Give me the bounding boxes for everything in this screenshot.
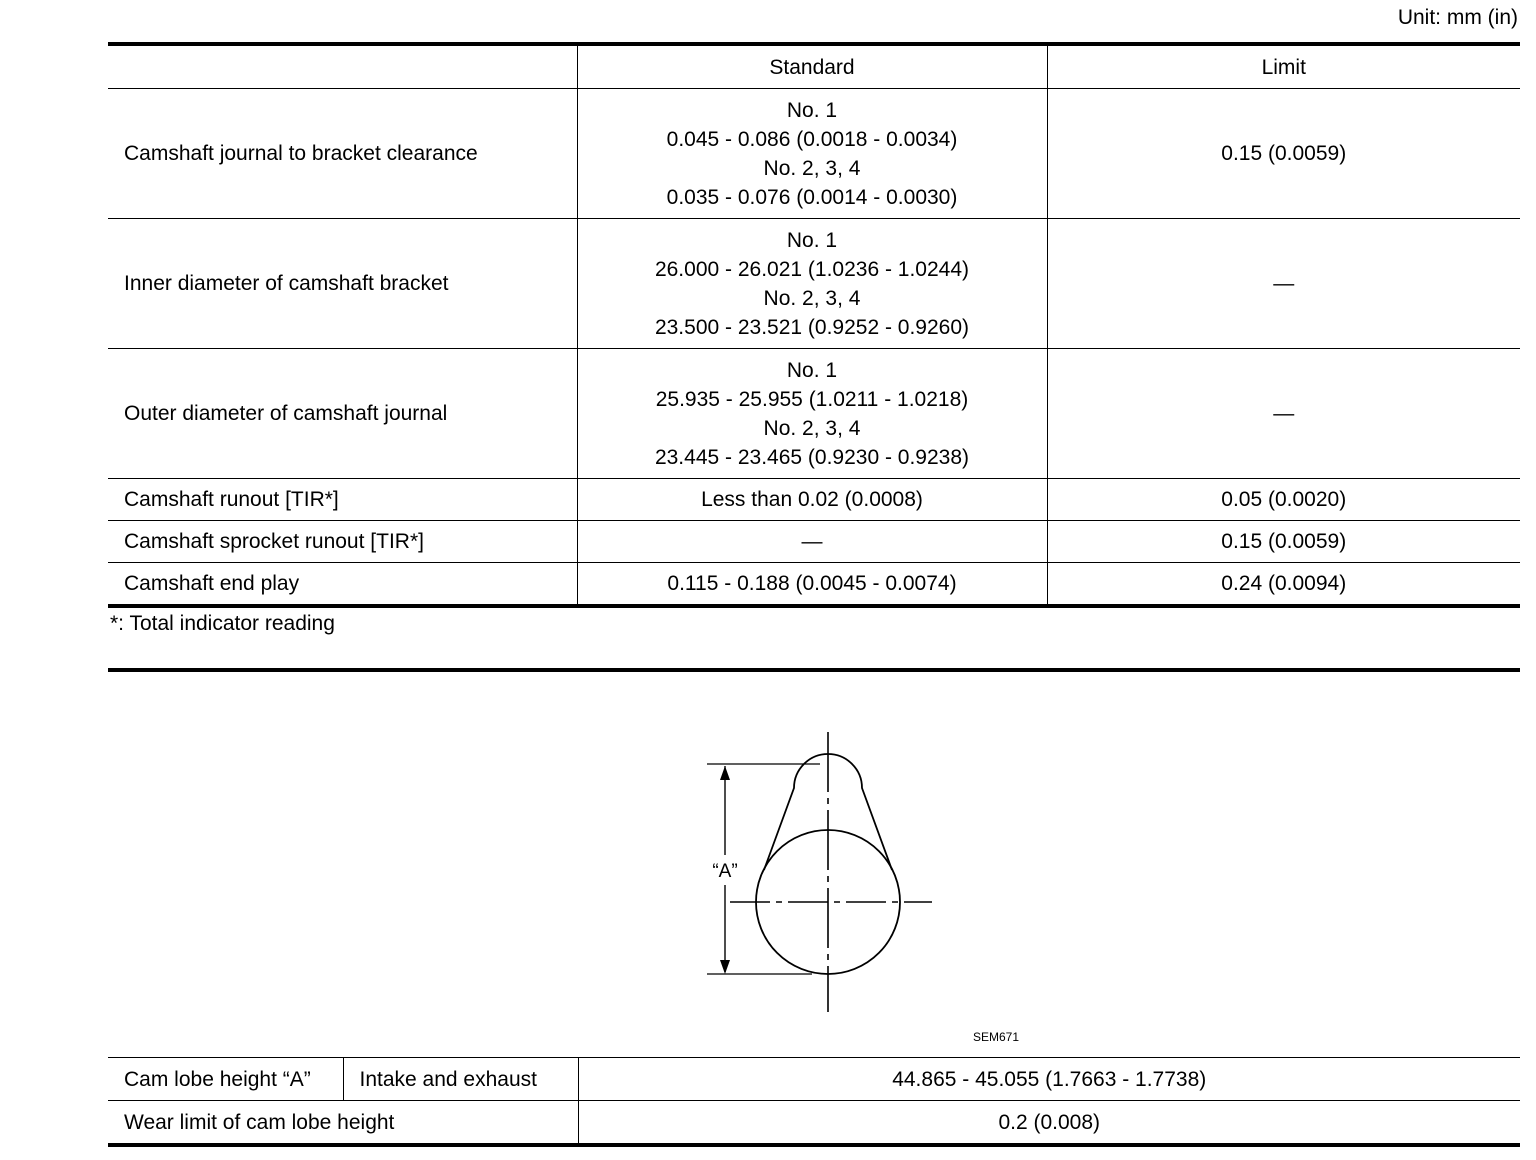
table-row	[108, 521, 1520, 563]
arrowhead-down	[720, 960, 730, 974]
row-item: Wear limit of cam lobe height	[108, 1101, 578, 1146]
row-limit: 0.24 (0.0094)	[1047, 563, 1520, 607]
table-header-row	[108, 44, 1520, 89]
arrowhead-up	[720, 766, 730, 780]
row-item: Cam lobe height “A”	[108, 1058, 343, 1101]
row-limit: —	[1047, 349, 1520, 479]
table-row	[108, 349, 1520, 479]
row-limit: —	[1047, 219, 1520, 349]
row-limit: 0.05 (0.0020)	[1047, 479, 1520, 521]
footnote: *: Total indicator reading	[110, 612, 335, 635]
row-item: Camshaft sprocket runout [TIR*]	[108, 521, 577, 563]
dimension-label: “A”	[712, 861, 738, 882]
row-value: 0.2 (0.008)	[578, 1101, 1520, 1146]
unit-label: Unit: mm (in)	[1397, 6, 1518, 29]
table-row	[108, 1058, 1520, 1101]
row-item: Outer diameter of camshaft journal	[108, 349, 577, 479]
table-row	[108, 219, 1520, 349]
row-value: 44.865 - 45.055 (1.7663 - 1.7738)	[578, 1058, 1520, 1101]
section-divider	[108, 668, 1520, 672]
row-standard: Less than 0.02 (0.0008)	[577, 479, 1047, 521]
table-row	[108, 563, 1520, 607]
row-standard: No. 1 0.045 - 0.086 (0.0018 - 0.0034) No. 2, 3, 4 0.035 - 0.076 (0.0014 - 0.0030)	[577, 89, 1047, 219]
figure-code: SEM671	[973, 1030, 1020, 1044]
row-item: Camshaft end play	[108, 563, 577, 607]
camshaft-spec-table	[108, 42, 1520, 608]
row-limit: 0.15 (0.0059)	[1047, 521, 1520, 563]
table-row	[108, 479, 1520, 521]
header-limit: Limit	[1047, 44, 1520, 89]
row-item: Camshaft journal to bracket clearance	[108, 89, 577, 219]
row-item: Inner diameter of camshaft bracket	[108, 219, 577, 349]
header-item	[108, 44, 577, 89]
table-row	[108, 89, 1520, 219]
row-item: Camshaft runout [TIR*]	[108, 479, 577, 521]
row-standard: 0.115 - 0.188 (0.0045 - 0.0074)	[577, 563, 1047, 607]
table-row	[108, 1101, 1520, 1146]
cam-lobe-diagram	[690, 730, 950, 1020]
row-subitem: Intake and exhaust	[343, 1058, 578, 1101]
cam-lobe-table	[108, 1057, 1520, 1147]
header-standard: Standard	[577, 44, 1047, 89]
row-limit: 0.15 (0.0059)	[1047, 89, 1520, 219]
row-standard: No. 1 26.000 - 26.021 (1.0236 - 1.0244) No. 2, 3, 4 23.500 - 23.521 (0.9252 - 0.9260)	[577, 219, 1047, 349]
row-standard: No. 1 25.935 - 25.955 (1.0211 - 1.0218) No. 2, 3, 4 23.445 - 23.465 (0.9230 - 0.9238)	[577, 349, 1047, 479]
row-standard: —	[577, 521, 1047, 563]
